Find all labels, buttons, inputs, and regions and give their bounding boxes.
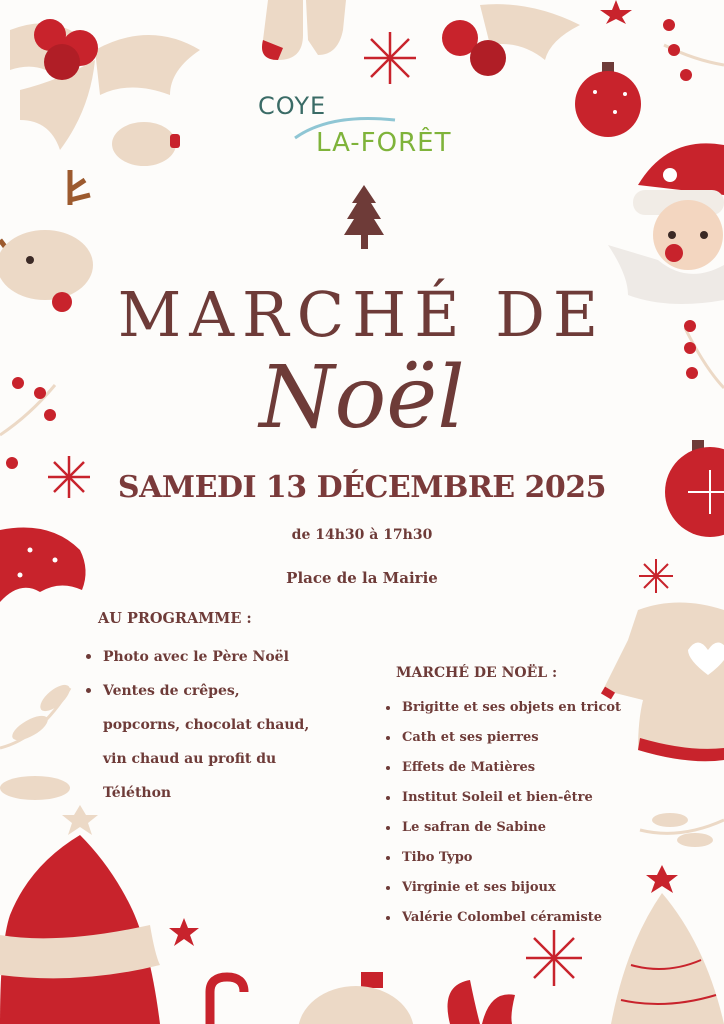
programme-item-continued: Téléthon [103, 785, 172, 801]
berry-branch-icon [664, 20, 724, 90]
market-item: Brigitte et ses objets en tricot [386, 693, 646, 723]
programme-item-continued: popcorns, chocolat chaud, [103, 717, 310, 733]
title-line1: MARCHÉ DE [117, 278, 607, 351]
poinsettia-icon [440, 975, 520, 1024]
snowflake-icon [524, 928, 584, 988]
leaf-branch-icon [640, 800, 724, 860]
market-item: Cath et ses pierres [386, 723, 646, 753]
programme-item: Ventes de crêpes, [86, 674, 376, 708]
logo-line1: COYE [258, 92, 327, 120]
market-item: Valérie Colombel céramiste [386, 903, 646, 933]
event-place: Place de la Mairie [286, 569, 438, 587]
ornament-icon [570, 62, 646, 138]
programme-item-continued: vin chaud au profit du [103, 751, 277, 767]
market-item: Institut Soleil et bien-être [386, 783, 646, 813]
market-item: Tibo Typo [386, 843, 646, 873]
leaf-branch-icon [0, 678, 80, 808]
market-list [386, 693, 646, 933]
logo-line2: LA-FORÊT [316, 128, 452, 158]
acorn-icon [112, 118, 182, 168]
tree-icon [344, 185, 384, 251]
market-heading: MARCHÉ DE NOËL : [396, 665, 558, 681]
market-item: Virginie et ses bijoux [386, 873, 646, 903]
programme-item: Photo avec le Père Noël [86, 640, 376, 674]
holly-icon [440, 0, 590, 90]
programme-heading: AU PROGRAMME : [98, 610, 252, 627]
programme-list [86, 640, 376, 810]
sock-icon [258, 0, 348, 70]
event-hours: de 14h30 à 17h30 [291, 527, 433, 543]
ornament-icon [296, 972, 406, 1024]
tree-icon [0, 805, 160, 1024]
title-line2: Noël [259, 348, 465, 448]
market-item: Effets de Matières [386, 753, 646, 783]
star-icon [598, 0, 634, 24]
star-icon [168, 918, 200, 948]
snowflake-icon [362, 30, 418, 86]
event-date: SAMEDI 13 DÉCEMBRE 2025 [117, 470, 607, 505]
market-item: Le safran de Sabine [386, 813, 646, 843]
candy-cane-icon [200, 972, 256, 1024]
